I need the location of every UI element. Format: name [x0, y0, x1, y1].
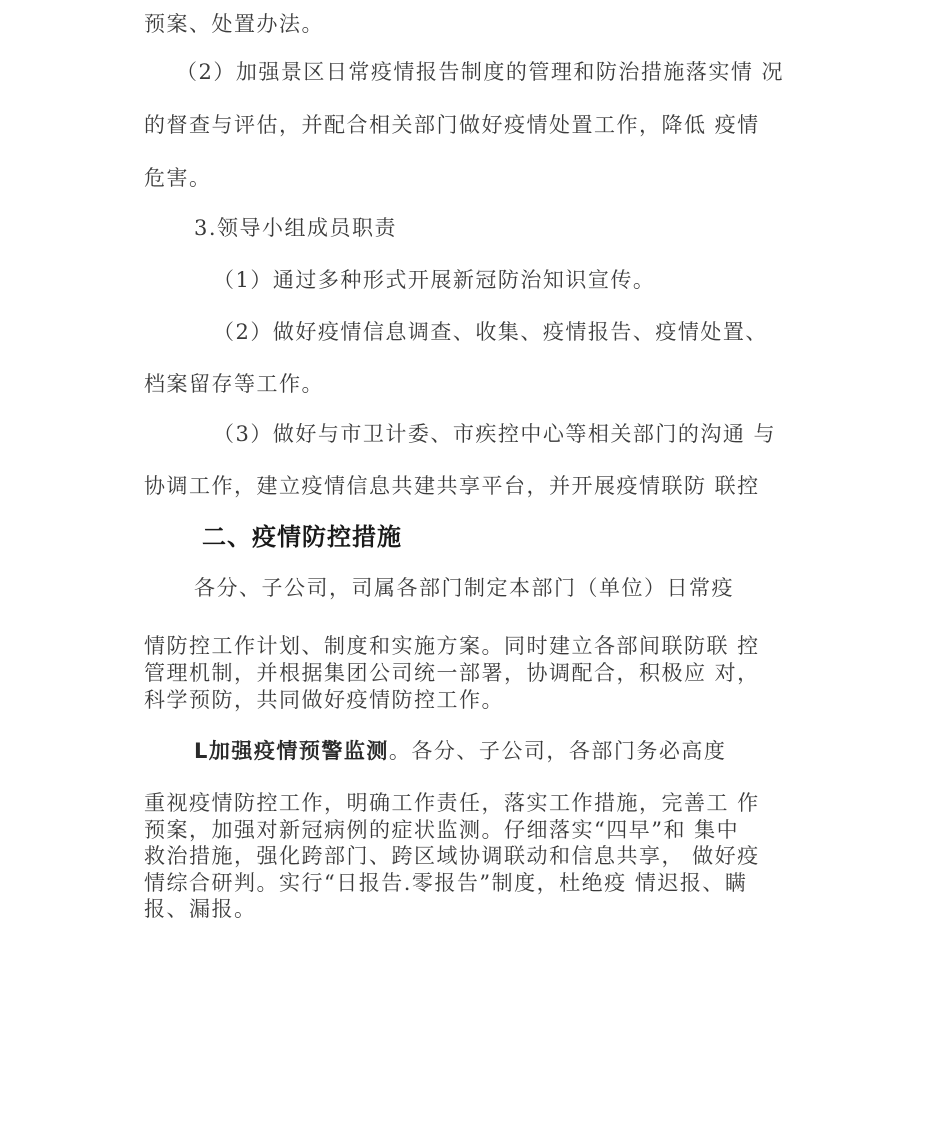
para2-line-2: 情防控工作计划、制度和实施方案。同时建立各部间联防联 控 [144, 634, 760, 658]
text-line-10: 协调工作，建立疫情信息共建共享平台，并开展疫情联防 联控 [144, 474, 760, 498]
para2-line-1: 各分、子公司，司属各部门制定本部门（单位）日常疫 [194, 576, 734, 600]
para2-line-4: 科学预防，共同做好疫情防控工作。 [144, 688, 504, 712]
para3-line-1: 重视疫情防控工作，明确工作责任，落实工作措施，完善工 作 [144, 791, 760, 815]
text-line-8: 档案留存等工作。 [144, 372, 324, 396]
text-line-2: （2）加强景区日常疫情报告制度的管理和防治措施落实情 况 [176, 60, 785, 84]
section-heading: 二、疫情防控措施 [202, 523, 402, 551]
text-line-6: （1）通过多种形式开展新冠防治知识宣传。 [213, 268, 656, 292]
text-line-3: 的督查与评估，并配合相关部门做好疫情处置工作，降低 疫情 [144, 113, 760, 137]
para3-line-3: 救治措施，强化跨部门、跨区域协调联动和信息共享， 做好疫 [144, 844, 760, 868]
text-line-7: （2）做好疫情信息调查、收集、疫情报告、疫情处置、 [213, 320, 768, 344]
para2-line-3: 管理机制，并根据集团公司统一部署，协调配合，积极应 对， [144, 661, 760, 685]
para3-line-4: 情综合研判。实行“日报告.零报告”制度，杜绝疫 情迟报、瞒 [144, 871, 748, 895]
subsection-title: 3.领导小组成员职责 [194, 216, 398, 240]
text-line-9: （3）做好与市卫计委、市疾控中心等相关部门的沟通 与 [213, 422, 777, 446]
para3-line-5: 报、漏报。 [144, 897, 257, 921]
text-line-4: 危害。 [144, 166, 212, 190]
item1-title: L加强疫情预警监测 [194, 739, 389, 763]
item1-rest: 。各分、子公司，各部门务必高度 [388, 739, 727, 763]
para3-line-2: 预案，加强对新冠病例的症状监测。仔细落实“四早”和 集中 [144, 818, 740, 842]
text-line-1: 预案、处置办法。 [144, 12, 324, 36]
item1-line [194, 741, 726, 762]
